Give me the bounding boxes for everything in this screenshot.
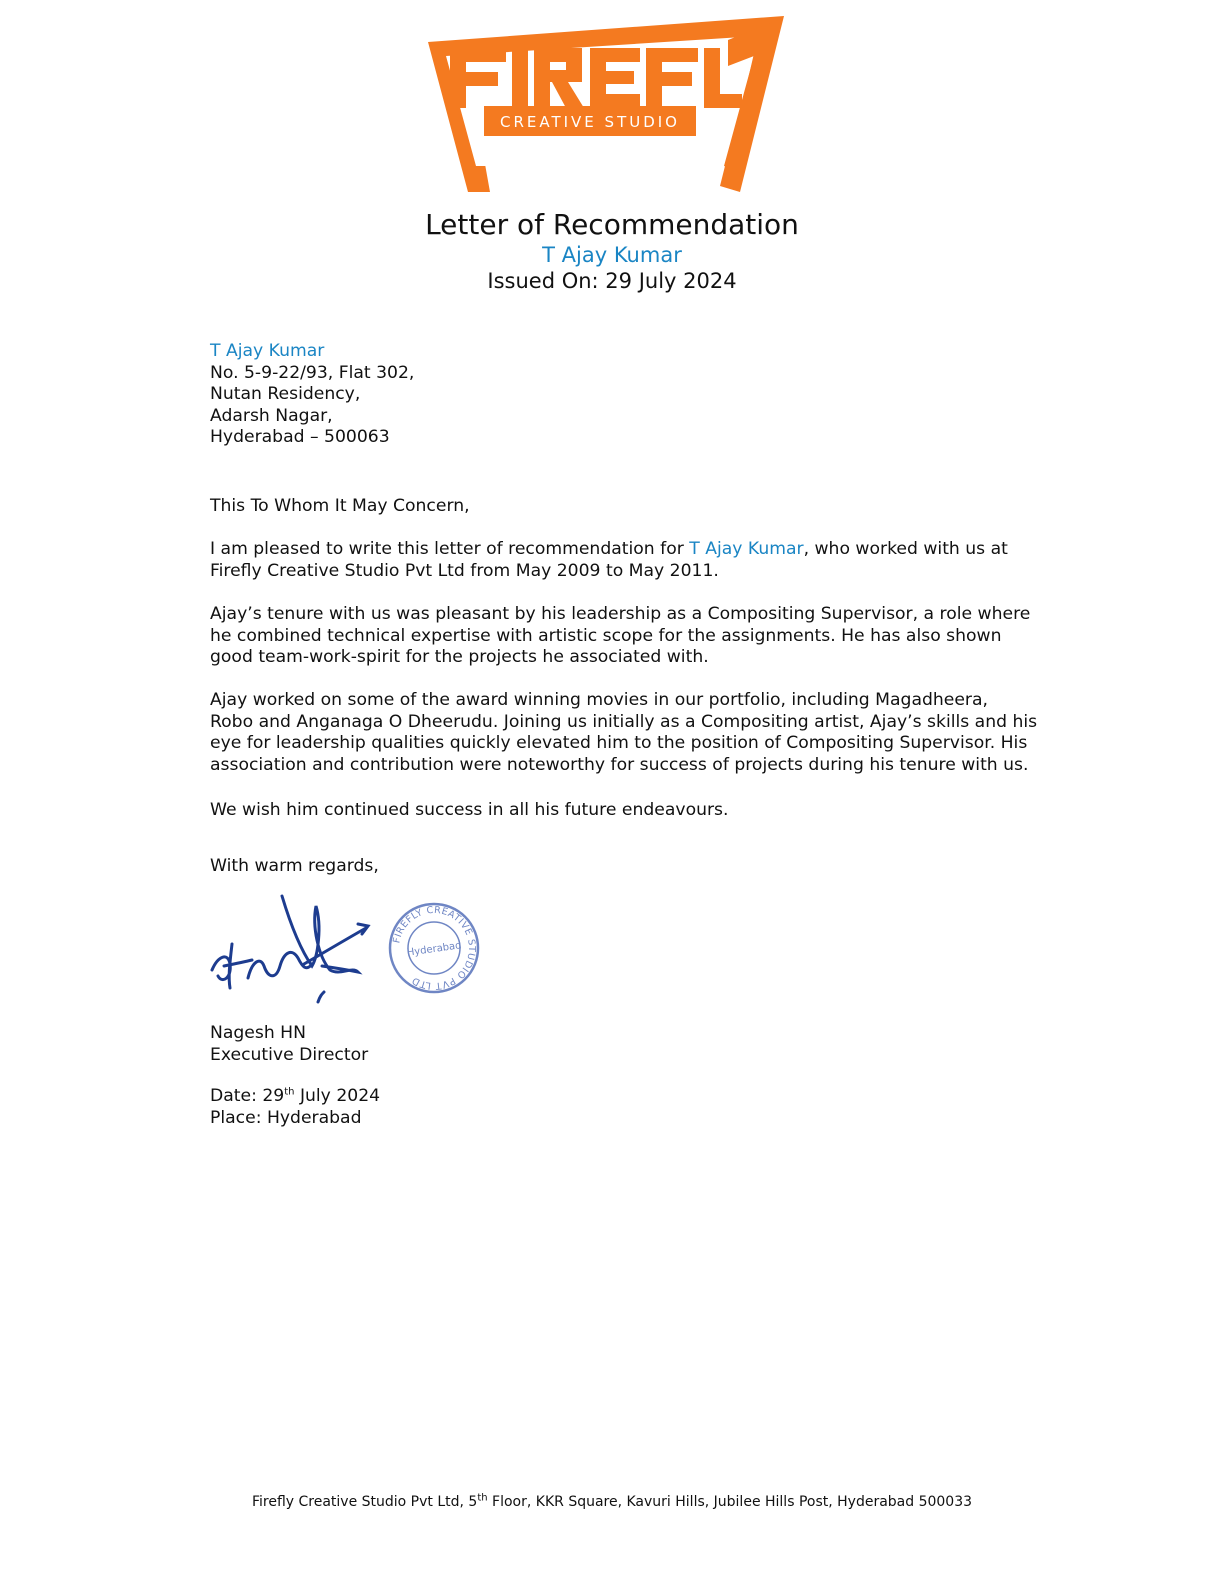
- firefly-logo: [428, 16, 784, 192]
- salutation: This To Whom It May Concern,: [210, 496, 470, 516]
- letter-title: Letter of Recommendation: [425, 208, 799, 241]
- intro-line-2: Firefly Creative Studio Pvt Ltd from May 2009 to May 2011.: [210, 560, 719, 581]
- closing: With warm regards,: [210, 856, 379, 876]
- signed-date: Date: 29th July 2024: [210, 1086, 381, 1106]
- intro-text: I am pleased to write this letter of recommendation for: [210, 539, 690, 559]
- address-line: Adarsh Nagar,: [210, 405, 333, 426]
- address-line: Nutan Residency,: [210, 384, 361, 405]
- handwritten-signature: [212, 896, 368, 1002]
- signature-and-stamp: [208, 886, 490, 1004]
- signer-block: [210, 1023, 1040, 1066]
- stamp-ring-text: FIREFLY CREATIVE STUDIO PVT LTD: [391, 904, 478, 992]
- paragraph-wishes: We wish him continued success in all his future endeavours.: [210, 800, 729, 820]
- candidate-name: T Ajay Kumar: [542, 243, 682, 267]
- signer-title: Executive Director: [210, 1044, 369, 1065]
- issued-date: Issued On: 29 July 2024: [487, 269, 737, 293]
- intro-text-end: , who worked with us at: [803, 539, 1008, 559]
- paragraph-line: Ajay’s tenure with us was pleasant by his leadership as a Compositing Supervisor, a role where: [210, 604, 1031, 624]
- paragraph-line: good team-work-spirit for the projects he associated with.: [210, 647, 709, 668]
- paragraph-line: he combined technical expertise with artistic scope for the assignments. He has also shown: [210, 625, 1002, 646]
- paragraph-line: Robo and Anganaga O Dheerudu. Joining us initially as a Compositing artist, Ajay’s skills and his: [210, 711, 1038, 732]
- address-line: Hyderabad – 500063: [210, 427, 390, 448]
- date-place-block: [210, 1086, 1040, 1129]
- signer-name: Nagesh HN: [210, 1023, 306, 1043]
- place: Place: Hyderabad: [210, 1107, 362, 1128]
- recipient-name: T Ajay Kumar: [210, 341, 325, 361]
- paragraph-projects: [210, 690, 1040, 776]
- stamp-center-text: Hyderabad: [406, 940, 463, 959]
- paragraph-line: eye for leadership qualities quickly elevated him to the position of Compositing Supervisor. His: [210, 733, 1028, 754]
- address-line: No. 5-9-22/93, Flat 302,: [210, 362, 415, 383]
- paragraph-line: Ajay worked on some of the award winning movies in our portfolio, including Magadheera,: [210, 690, 988, 710]
- intro-candidate-name: T Ajay Kumar: [689, 539, 804, 559]
- recipient-address: [210, 341, 1040, 449]
- paragraph-intro: [210, 539, 1040, 582]
- paragraph-tenure: [210, 604, 1040, 669]
- footer-address: Firefly Creative Studio Pvt Ltd, 5th Floor, KKR Square, Kavuri Hills, Jubilee Hills Post, Hyderabad 500033: [251, 1492, 973, 1510]
- logo-tagline: CREATIVE STUDIO: [499, 113, 681, 131]
- paragraph-line: association and contribution were noteworthy for success of projects during his tenure with us.: [210, 754, 1029, 775]
